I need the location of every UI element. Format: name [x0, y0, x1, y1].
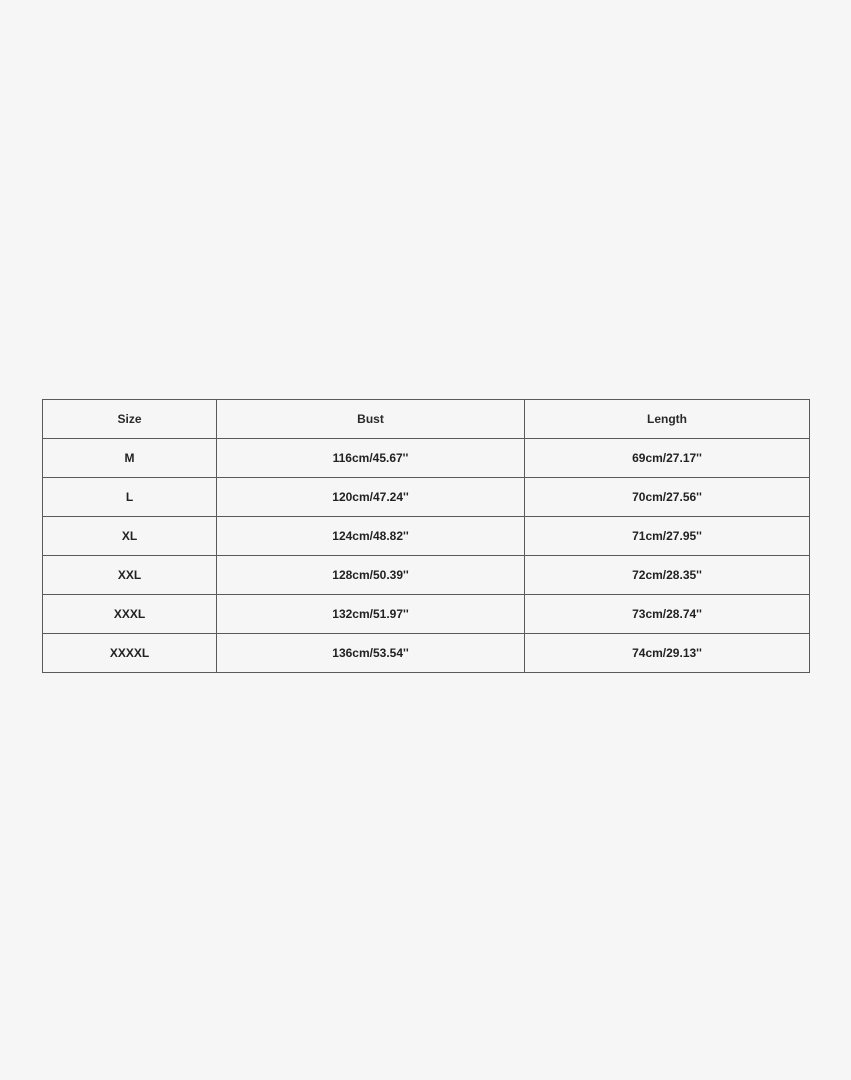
table-row — [43, 556, 810, 595]
table-row — [43, 439, 810, 478]
length-cell: 69cm/27.17'' — [525, 439, 810, 478]
table-row — [43, 634, 810, 673]
bust-cell: 128cm/50.39'' — [217, 556, 525, 595]
length-cell: 71cm/27.95'' — [525, 517, 810, 556]
bust-cell: 124cm/48.82'' — [217, 517, 525, 556]
table-row — [43, 595, 810, 634]
table-row — [43, 517, 810, 556]
table-header-row — [43, 400, 810, 439]
column-header-size: Size — [43, 400, 217, 439]
length-cell: 72cm/28.35'' — [525, 556, 810, 595]
bust-cell: 132cm/51.97'' — [217, 595, 525, 634]
length-cell: 73cm/28.74'' — [525, 595, 810, 634]
column-header-bust: Bust — [217, 400, 525, 439]
size-cell: XL — [43, 517, 217, 556]
bust-cell: 136cm/53.54'' — [217, 634, 525, 673]
table-row — [43, 478, 810, 517]
size-cell: XXXL — [43, 595, 217, 634]
length-cell: 70cm/27.56'' — [525, 478, 810, 517]
bust-cell: 120cm/47.24'' — [217, 478, 525, 517]
length-cell: 74cm/29.13'' — [525, 634, 810, 673]
size-cell: XXL — [43, 556, 217, 595]
size-cell: M — [43, 439, 217, 478]
size-cell: XXXXL — [43, 634, 217, 673]
size-cell: L — [43, 478, 217, 517]
column-header-length: Length — [525, 400, 810, 439]
bust-cell: 116cm/45.67'' — [217, 439, 525, 478]
size-chart-table — [42, 399, 810, 673]
